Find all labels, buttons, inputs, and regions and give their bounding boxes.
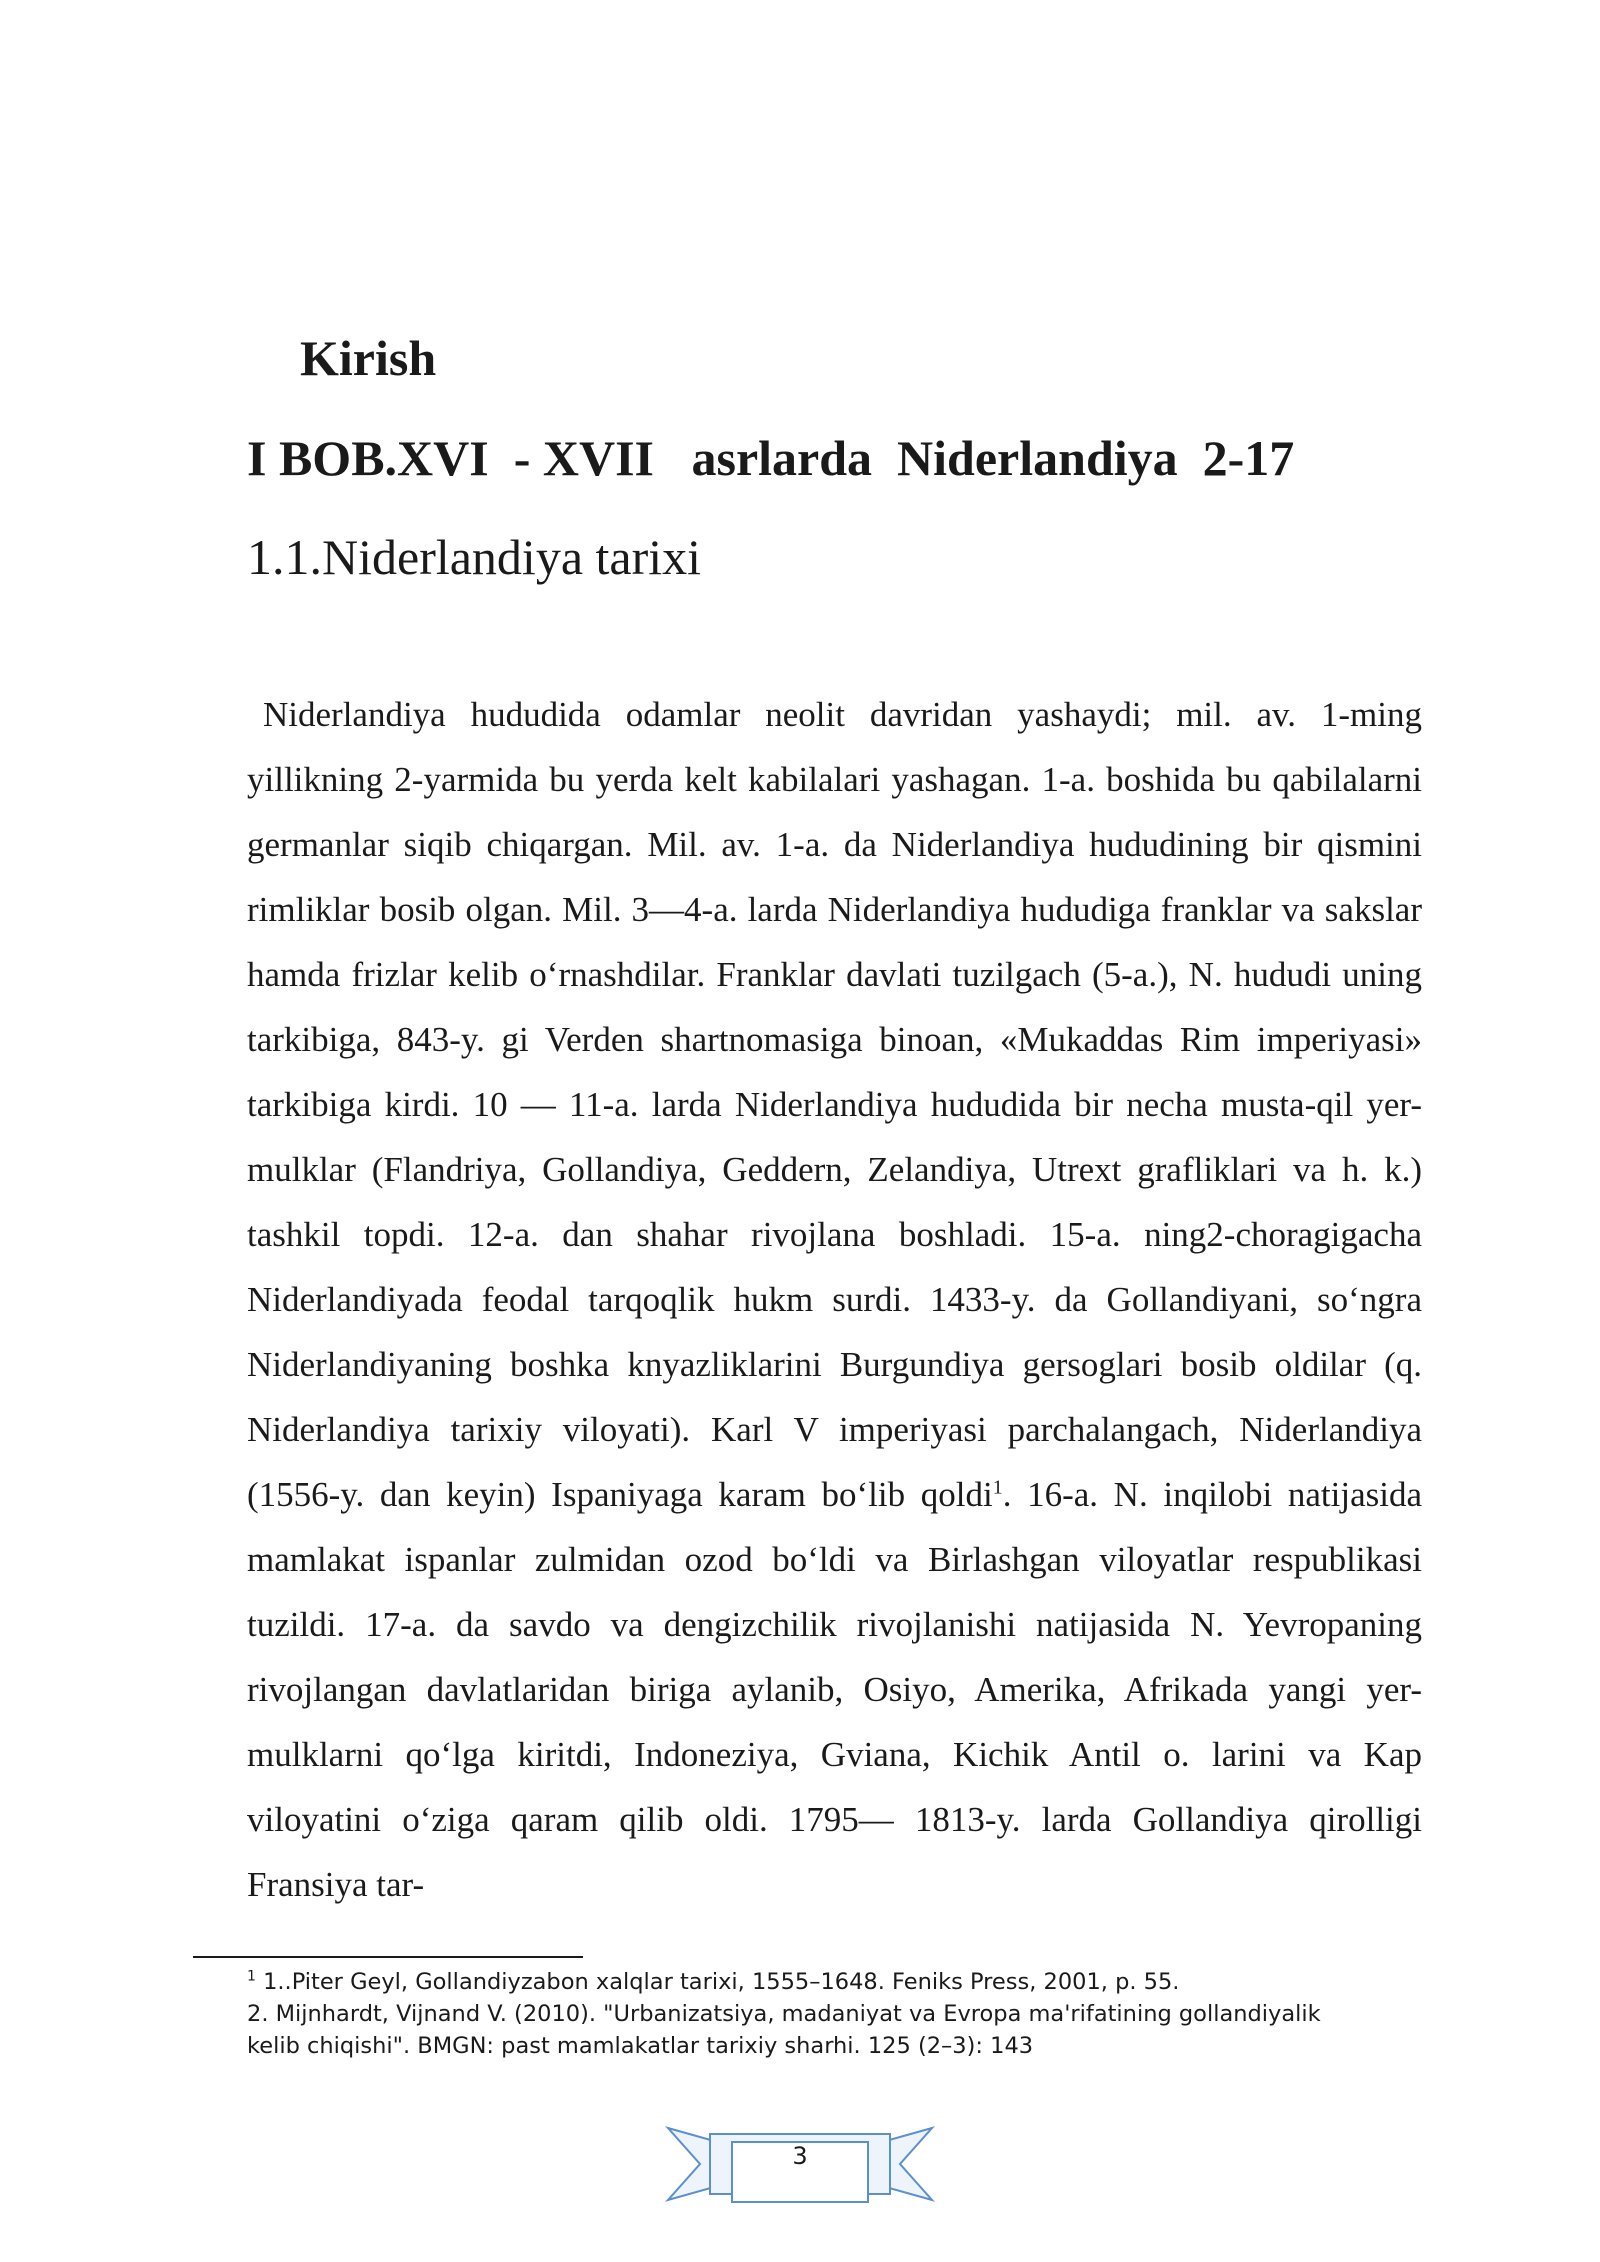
footnote-marker: 1 — [247, 1968, 256, 1985]
page-number-ribbon — [660, 2120, 940, 2210]
body-text-part-1: Niderlandiya hududida odamlar neolit davridan yashaydi; mil. av. 1-ming yillikning 2-yarmida bu yerda kelt kabilalari yashagan. 1-a. boshida bu qabilalarni germanlar siqib chiqargan. Mil. av. 1-a. da Niderlandiya hududining bir qismini rimliklar bosib olgan. Mil. 3—4-a. larda Niderlandiya hududiga franklar va sakslar hamda frizlar kelib o‘rnashdilar. Franklar davlati tuzilgach (5-a.), N. hududi uning tarkibiga, 843-y. gi Verden shartnomasiga binoan, «Mukaddas Rim imperiyasi» tarkibiga kirdi. 10 — 11-a. larda Niderlandiya hududida bir necha musta-qil yer-mulklar (Flandriya, Gollandiya, Geddern, Zelandiya, Utrext grafliklari va h. k.) tashkil topdi. 12-a. dan shahar rivojlana boshladi. 15-a. ning2-choragigacha Niderlandiyada feodal tarqoqlik hukm surdi. 1433-y. da Gollandiyani, so‘ngra Niderlandiyaning boshka knyazliklarini Burgundiya gersoglari bosib oldilar (q. Niderlandiya tarixiy viloyati). Karl V imperiyasi parchalangach, Niderlandiya (1556-y. dan keyin) Ispaniyaga karam bo‘lib qoldi — [247, 695, 1422, 1514]
intro-heading: Kirish — [300, 330, 437, 386]
footnote-1 — [247, 1966, 1377, 1998]
footnotes — [247, 1966, 1377, 2062]
chapter-heading: I BOB.XVI - XVII asrlarda Niderlandiya 2-17 — [247, 430, 1295, 486]
section-heading: 1.1.Niderlandiya tarixi — [247, 529, 702, 585]
footnote-reference[interactable]: 1 — [992, 1476, 1003, 1499]
page-number: 3 — [792, 2142, 808, 2170]
footnote-separator — [193, 1956, 583, 1958]
footnote-2: 2. Mijnhardt, Vijnand V. (2010). "Urbanizatsiya, madaniyat va Evropa ma'rifatining gollandiyalik kelib chiqishi". BMGN: past mamlakatlar tarixiy sharhi. 125 (2–3): 143 — [247, 2001, 1321, 2059]
footnote-1-text: 1..Piter Geyl, Gollandiyzabon xalqlar tarixi, 1555–1648. Feniks Press, 2001, p. 55. — [255, 1969, 1180, 1995]
body-text-part-2: . 16-a. N. inqilobi natijasida mamlakat ispanlar zulmidan ozod bo‘ldi va Birlashgan viloyatlar respublikasi tuzildi. 17-a. da savdo va dengizchilik rivojlanishi natijasida N. Yevropaning rivojlangan davlatlaridan biriga aylanib, Osiyo, Amerika, Afrikada yangi yer-mulklarni qo‘lga kiritdi, Indoneziya, Gviana, Kichik Antil o. larini va Kap viloyatini o‘ziga qaram qilib oldi. 1795— 1813-y. larda Gollandiya qirolligi Fransiya tar- — [247, 1475, 1423, 1904]
body-paragraph — [247, 682, 1422, 1917]
